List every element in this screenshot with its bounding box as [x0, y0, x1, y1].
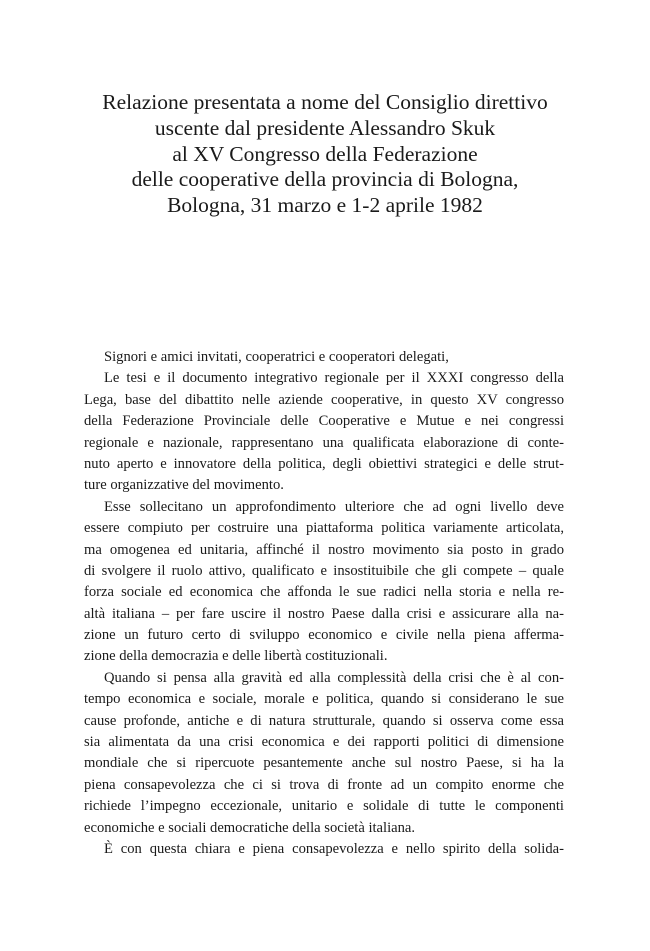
paragraph-line: altà italiana – per fare uscire il nostro Paese dalla crisi e assicurare alla na- [84, 605, 564, 622]
paragraph-line: tempo economica e sociale, morale e politica, quando si considerano le sue [84, 691, 564, 708]
paragraph-line: richiede l’impegno eccezionale, unitario e solidale di tutte le componenti [84, 798, 564, 815]
title-line: delle cooperative della provincia di Bologna, [131, 167, 519, 192]
paragraph-line: piena consapevolezza che ci si trova di fronte ad un compito enorme che [84, 776, 564, 793]
paragraph-line: economiche e sociali democratiche della società italiana. [84, 819, 416, 836]
paragraph-line: essere compiuto per costruire una piattaforma politica variamente articolata, [84, 520, 564, 537]
paragraph-line: di svolgere il ruolo attivo, qualificato e insostituibile che gli compete – quale [84, 562, 564, 579]
paragraph-line: Esse sollecitano un approfondimento ulteriore che ad ogni livello deve [104, 498, 564, 515]
paragraph-line: È con questa chiara e piena consapevolezza e nello spirito della solida- [104, 840, 564, 857]
paragraph-line: Lega, base del dibattito nelle aziende cooperative, in questo XV congresso [84, 391, 564, 408]
paragraph-line: nuto aperto e innovatore della politica, degli obiettivi strategici e delle strut- [84, 455, 564, 472]
paragraph-line: regionale e nazionale, rappresentano una qualificata elaborazione di conte- [84, 434, 564, 451]
body-text [84, 347, 564, 860]
paragraph-line: zione della democrazia e delle libertà costituzionali. [84, 648, 388, 665]
paragraph-line: mondiale che si ripercuote pesantemente anche sul nostro Paese, si ha la [84, 755, 564, 772]
paragraph-line: Signori e amici invitati, cooperatrici e cooperatori delegati, [104, 349, 449, 365]
paragraph-line: zione un futuro certo di sviluppo economico e civile nella piena afferma- [84, 627, 564, 644]
paragraph-line: della Federazione Provinciale delle Cooperative e Mutue e nei congressi [84, 413, 564, 430]
document-title [60, 90, 590, 219]
title-line: al XV Congresso della Federazione [172, 141, 478, 166]
paragraph-line: ture organizzative del movimento. [84, 477, 284, 494]
paragraph-line: Quando si pensa alla gravità ed alla complessità della crisi che è al con- [104, 669, 564, 686]
title-line: uscente dal presidente Alessandro Skuk [154, 115, 496, 140]
paragraph-line: Le tesi e il documento integrativo regionale per il XXXI congresso della [104, 370, 564, 387]
title-line: Bologna, 31 marzo e 1-2 aprile 1982 [167, 193, 483, 218]
paragraph-line: forza sociale ed economica che affonda le sue radici nella storia e nella re- [84, 584, 564, 601]
paragraph-line: ma omogenea ed unitaria, affinché il nostro movimento sia posto in grado [84, 541, 564, 558]
title-line: Relazione presentata a nome del Consiglio direttivo [102, 90, 548, 114]
paragraph-line: sia alimentata da una crisi economica e dei rapporti politici di dimensione [84, 734, 564, 751]
paragraph-line: cause profonde, antiche e di natura strutturale, quando si osserva come essa [84, 712, 564, 729]
